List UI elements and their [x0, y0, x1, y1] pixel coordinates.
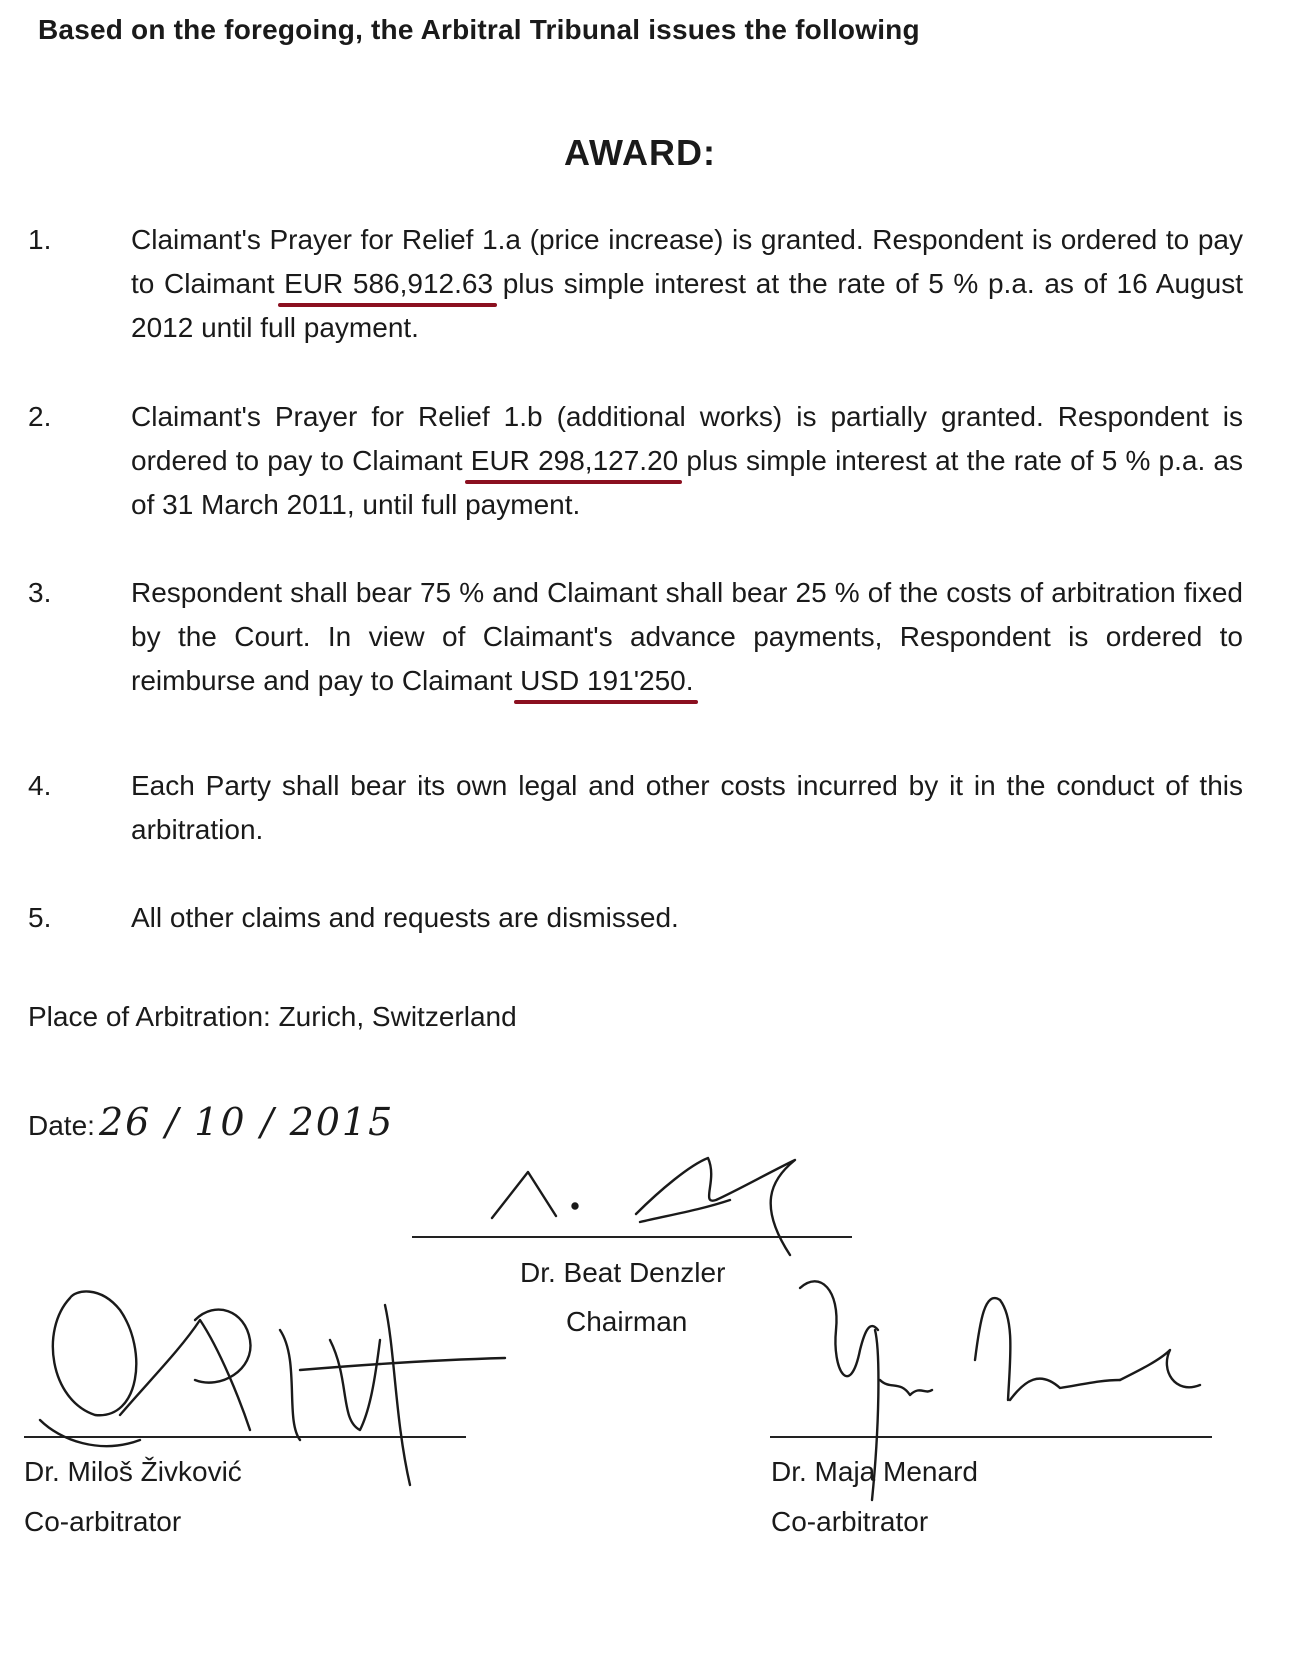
right-coarbitrator-role: Co-arbitrator: [771, 1506, 929, 1537]
awarded-amount: EUR 298,127.20: [470, 445, 679, 476]
right-coarbitrator-name: Dr. Maja Menard: [771, 1456, 978, 1487]
date-label: Date:: [28, 1110, 95, 1141]
left-coarbitrator-name: Dr. Miloš Živković: [24, 1456, 242, 1487]
chairman-signature-icon: [492, 1158, 795, 1255]
item-text: Respondent shall bear 75 % and Claimant shall bear 25 % of the costs of arbitration fixed by the Court. In view of Claimant's advance payments, Respondent is ordered to reimburse and pay to Claimant USD 191'250.: [131, 577, 1243, 696]
awarded-amount: EUR 586,912.63: [284, 268, 494, 299]
awarded-amount: USD 191'250.: [520, 665, 694, 696]
left-coarbitrator-role: Co-arbitrator: [24, 1506, 182, 1537]
item-text: Claimant's Prayer for Relief 1.a (price increase) is granted. Respondent is ordered to pay to Claimant EUR 586,912.63 plus simple interest at the rate of 5 % p.a. as of 16 August 2012 until full payment.: [131, 224, 1243, 343]
item-text: All other claims and requests are dismissed.: [131, 902, 679, 933]
item-number: 5.: [28, 902, 52, 933]
award-heading: AWARD:: [564, 132, 716, 173]
item-text: Each Party shall bear its own legal and other costs incurred by it in the conduct of this arbitration.: [131, 770, 1243, 845]
item-number: 4.: [28, 770, 52, 801]
item-number: 2.: [28, 401, 52, 432]
chairman-role: Chairman: [566, 1306, 688, 1337]
item-text: Claimant's Prayer for Relief 1.b (additional works) is partially granted. Respondent is ordered to pay to Claimant EUR 298,127.20 plus simple interest at the rate of 5 % p.a. as of 31 March 2011, until full payment.: [131, 401, 1243, 520]
item-number: 1.: [28, 224, 52, 255]
place-of-arbitration: Place of Arbitration: Zurich, Switzerland: [28, 1001, 517, 1032]
item-number: 3.: [28, 577, 52, 608]
date-handwritten: 26 / 10 / 2015: [98, 1100, 395, 1144]
intro-line: Based on the foregoing, the Arbitral Tribunal issues the following: [38, 14, 920, 45]
chairman-name: Dr. Beat Denzler: [520, 1257, 726, 1288]
